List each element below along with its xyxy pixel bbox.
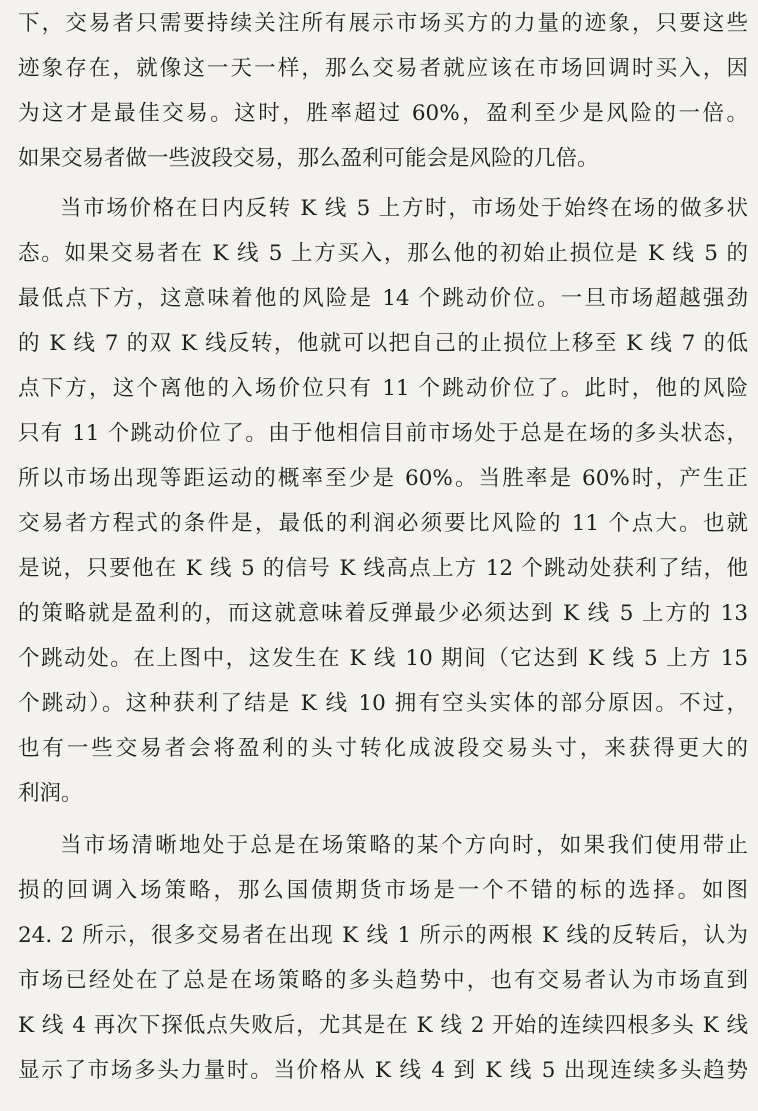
- text-line: 损的回调入场策略，那么国债期货市场是一个不错的标的选择。如图: [18, 878, 748, 903]
- text-line: 也有一些交易者会将盈利的头寸转化成波段交易头寸，来获得更大的: [18, 736, 748, 761]
- text-line: 点下方，这个离他的入场价位只有 11 个跳动价位了。此时，他的风险: [18, 376, 748, 401]
- text-line: 个跳动）。这种获利了结是 K 线 10 拥有空头实体的部分原因。不过，: [18, 691, 748, 716]
- text-line: 最低点下方，这意味着他的风险是 14 个跳动价位。一旦市场超越强劲: [18, 286, 748, 311]
- text-line: 所以市场出现等距运动的概率至少是 60%。当胜率是 60%时，产生正: [18, 466, 748, 491]
- text-line: 市场已经处在了总是在场策略的多头趋势中，也有交易者认为市场直到: [18, 968, 748, 993]
- text-line: 只有 11 个跳动价位了。由于他相信目前市场处于总是在场的多头状态，: [18, 421, 748, 446]
- text-line: 为这才是最佳交易。这时，胜率超过 60%，盈利至少是风险的一倍。: [18, 101, 748, 126]
- text-line: 是说，只要他在 K 线 5 的信号 K 线高点上方 12 个跳动处获利了结，他: [18, 556, 748, 581]
- text-line: 如果交易者做一些波段交易，那么盈利可能会是风险的几倍。: [18, 146, 599, 171]
- text-line: 当市场价格在日内反转 K 线 5 上方时，市场处于始终在场的做多状: [60, 196, 748, 221]
- text-line: 个跳动处。在上图中，这发生在 K 线 10 期间（它达到 K 线 5 上方 15: [18, 646, 748, 671]
- text-line: 态。如果交易者在 K 线 5 上方买入，那么他的初始止损位是 K 线 5 的: [18, 241, 748, 266]
- text-line: 的策略就是盈利的，而这就意味着反弹最少必须达到 K 线 5 上方的 13: [18, 601, 748, 626]
- text-line: 24. 2 所示，很多交易者在出现 K 线 1 所示的两根 K 线的反转后，认为: [18, 923, 748, 948]
- text-line: 显示了市场多头力量时。当价格从 K 线 4 到 K 线 5 出现连续多头趋势: [18, 1058, 748, 1083]
- text-line: 利润。: [18, 781, 83, 806]
- text-line: 当市场清晰地处于总是在场策略的某个方向时，如果我们使用带止: [60, 833, 748, 858]
- text-line: 下，交易者只需要持续关注所有展示市场买方的力量的迹象，只要这些: [18, 11, 748, 36]
- text-line: 迹象存在，就像这一天一样，那么交易者就应该在市场回调时买入，因: [18, 56, 748, 81]
- text-line: 交易者方程式的条件是，最低的利润必须要比风险的 11 个点大。也就: [18, 511, 748, 536]
- text-line: 的 K 线 7 的双 K 线反转，他就可以把自己的止损位上移至 K 线 7 的低: [18, 331, 748, 356]
- text-line: K 线 4 再次下探低点失败后，尤其是在 K 线 2 开始的连续四根多头 K 线: [18, 1013, 748, 1038]
